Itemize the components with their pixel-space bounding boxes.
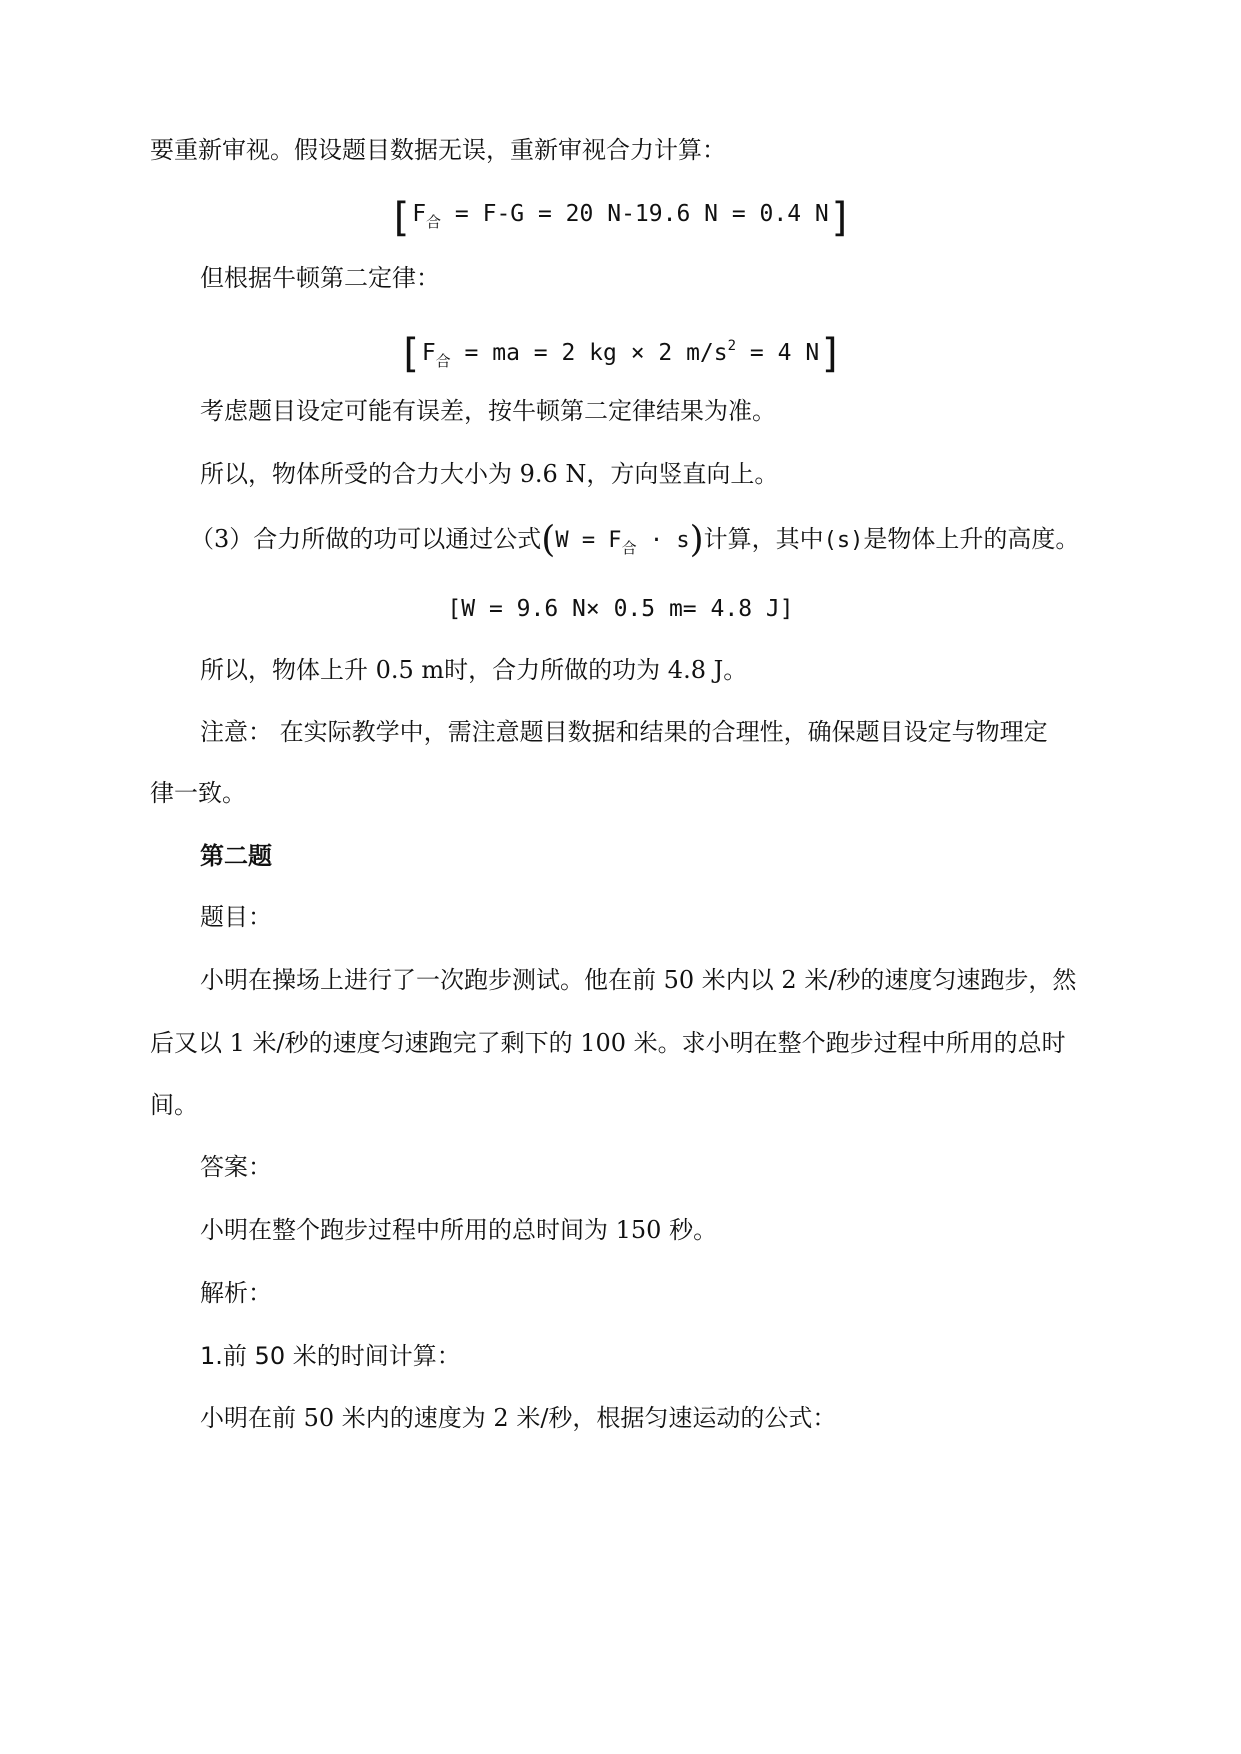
equation-net-force — [0, 194, 1241, 242]
paren-close: ) — [689, 519, 704, 561]
inline-formula: W = F — [555, 528, 622, 553]
answer-text: 小明在整个跑步过程中所用的总时间为 150 秒。 — [200, 1216, 718, 1244]
step-value: 50 — [254, 1342, 286, 1370]
step-text: 前 — [222, 1342, 255, 1370]
step-heading — [200, 1339, 461, 1373]
text-line: 注意： 在实际教学中，需注意题目数据和结果的合理性，确保题目设定与物理定 — [200, 718, 1048, 746]
eq-rest: = F-G = 20 N-19.6 N = 0.4 N — [441, 201, 829, 227]
question-text: 小明在操场上进行了一次跑步测试。他在前 50 米内以 2 米/秒的速度匀速跑步，然 — [200, 966, 1077, 994]
eq-mid: = ma = 2 kg × 2 m/s — [450, 340, 728, 366]
text-line: 律一致。 — [150, 779, 246, 807]
section-heading: 第二题 — [200, 842, 272, 870]
text-part: 计算，其中 — [703, 525, 824, 553]
text-line-work-formula — [190, 519, 1080, 565]
left-bracket: [ — [388, 195, 413, 241]
inline-symbol: (s) — [823, 528, 864, 553]
paren-open: ( — [541, 519, 556, 561]
eq-subscript: 合 — [426, 213, 442, 231]
analysis-label: 解析： — [200, 1279, 272, 1307]
eq-superscript: 2 — [727, 338, 737, 354]
text-line: 考虑题目设定可能有误差，按牛顿第二定律结果为准。 — [200, 397, 776, 425]
inline-formula-rest: · s — [636, 528, 690, 553]
question-label: 题目： — [200, 903, 272, 931]
text-part: （3）合力所做的功可以通过公式 — [190, 525, 542, 553]
text-line: 所以，物体上升 0.5 m时，合力所做的功为 4.8 J。 — [200, 656, 748, 684]
text-part: 是物体上升的高度。 — [863, 525, 1080, 553]
right-bracket: ] — [828, 195, 853, 241]
eq-rest: = 4 N — [736, 340, 820, 366]
question-text: 后又以 1 米/秒的速度匀速跑完了剩下的 100 米。求小明在整个跑步过程中所用的总时 — [150, 1029, 1066, 1057]
equation-work: [W = 9.6 N× 0.5 m= 4.8 J] — [447, 596, 794, 622]
text-line: 所以，物体所受的合力大小为 9.6 N，方向竖直向上。 — [200, 460, 779, 488]
text-line: 小明在前 50 米内的速度为 2 米/秒，根据匀速运动的公式： — [200, 1404, 837, 1432]
eq-var: F — [412, 201, 427, 227]
text-line: 要重新审视。假设题目数据无误，重新审视合力计算： — [150, 136, 726, 164]
equation-newton-second-law — [0, 326, 1241, 381]
eq-subscript: 合 — [435, 352, 451, 370]
right-bracket: ] — [819, 330, 844, 377]
step-text: 米的时间计算： — [285, 1342, 461, 1370]
question-text: 间。 — [150, 1091, 198, 1119]
eq-var: F — [421, 340, 436, 366]
text-line: 但根据牛顿第二定律： — [200, 264, 440, 292]
answer-label: 答案： — [200, 1153, 272, 1181]
step-number: 1. — [200, 1342, 223, 1370]
left-bracket: [ — [397, 330, 422, 377]
inline-subscript: 合 — [621, 539, 637, 557]
